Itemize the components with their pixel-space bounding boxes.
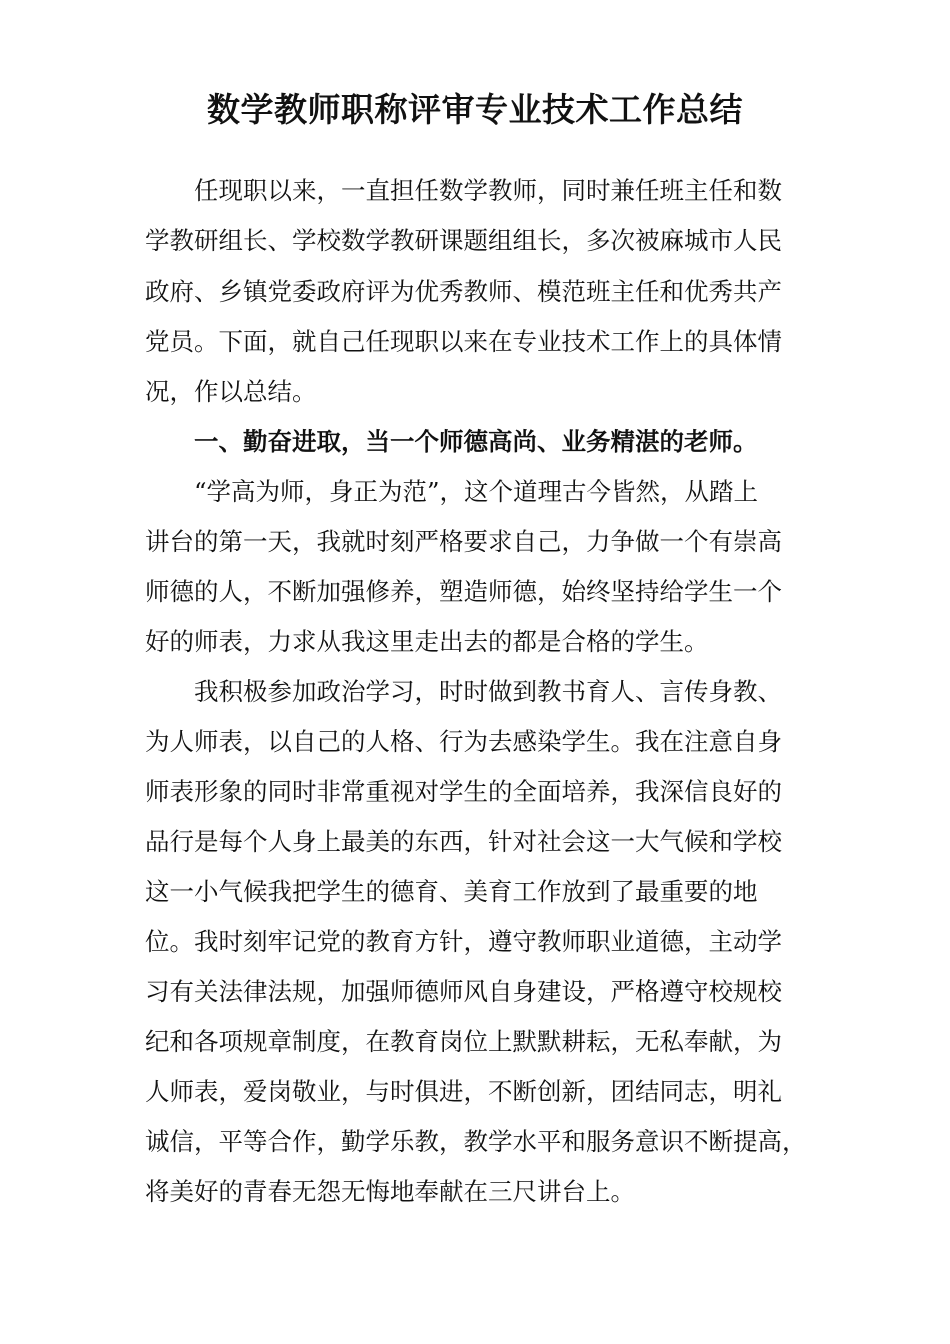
body-line: 讲台的第一天，我就时刻严格要求自己，力争做一个有崇高 [145, 527, 782, 556]
body-line: 人师表，爱岗敬业，与时俱进，不断创新，团结同志，明礼 [145, 1077, 782, 1106]
body-line: 诚信，平等合作，勤学乐教，教学水平和服务意识不断提高， [145, 1127, 807, 1156]
body-line: 习有关法律法规，加强师德师风自身建设，严格遵守校规校 [145, 977, 782, 1006]
body-line: 况，作以总结。 [145, 377, 317, 406]
section-heading: 一、勤奋进取，当一个师德高尚、业务精湛的老师。 [145, 427, 758, 456]
body-line: 这一小气候我把学生的德育、美育工作放到了最重要的地 [145, 877, 758, 906]
body-line: 师德的人，不断加强修养，塑造师德，始终坚持给学生一个 [145, 577, 782, 606]
body-line: 为人师表，以自己的人格、行为去感染学生。我在注意自身 [145, 727, 782, 756]
body-line: 我积极参加政治学习，时时做到教书育人、言传身教、 [145, 677, 782, 706]
body-line: 师表形象的同时非常重视对学生的全面培养，我深信良好的 [145, 777, 782, 806]
body-line: “学高为师，身正为范”，这个道理古今皆然，从踏上 [145, 477, 759, 506]
document-title: 数学教师职称评审专业技术工作总结 [207, 90, 743, 129]
body-line: 品行是每个人身上最美的东西，针对社会这一大气候和学校 [145, 827, 782, 856]
body-line: 位。我时刻牢记党的教育方针，遵守教师职业道德，主动学 [145, 927, 782, 956]
body-line: 党员。下面，就自己任现职以来在专业技术工作上的具体情 [145, 327, 782, 356]
body-line: 纪和各项规章制度，在教育岗位上默默耕耘，无私奉献，为 [145, 1027, 782, 1056]
body-line: 好的师表，力求从我这里走出去的都是合格的学生。 [145, 627, 709, 656]
body-line: 政府、乡镇党委政府评为优秀教师、模范班主任和优秀共产 [145, 277, 782, 306]
body-line: 学教研组长、学校数学教研课题组组长，多次被麻城市人民 [145, 226, 782, 255]
body-line: 任现职以来，一直担任数学教师，同时兼任班主任和数 [145, 176, 782, 205]
body-line: 将美好的青春无怨无悔地奉献在三尺讲台上。 [145, 1177, 635, 1206]
